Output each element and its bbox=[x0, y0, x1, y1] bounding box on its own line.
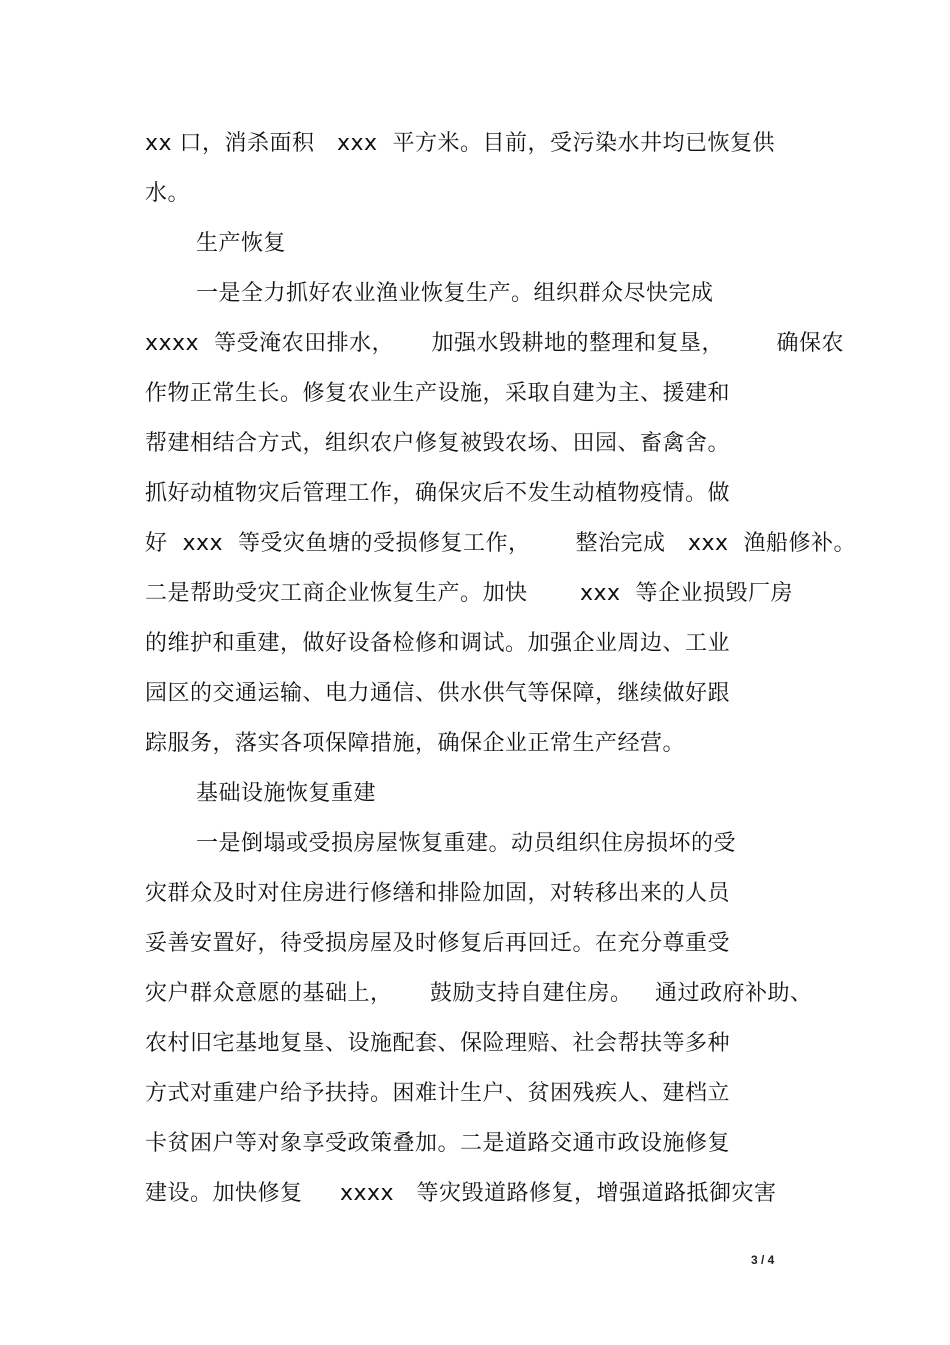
body-line: 好 xxx 等受灾鱼塘的受损修复工作， 整治完成 xxx 渔船修补。 bbox=[145, 531, 857, 556]
section-heading-infrastructure: 基础设施恢复重建 bbox=[196, 781, 377, 806]
body-line: 二是帮助受灾工商企业恢复生产。加快 xxx 等企业损毁厂房 bbox=[145, 581, 793, 606]
body-line: 的维护和重建，做好设备检修和调试。加强企业周边、工业 bbox=[145, 631, 731, 656]
section-heading-production-recovery: 生产恢复 bbox=[196, 231, 287, 256]
body-line: 灾户群众意愿的基础上， 鼓励支持自建住房。 通过政府补助、 bbox=[145, 981, 813, 1006]
body-line: 抓好动植物灾后管理工作，确保灾后不发生动植物疫情。做 bbox=[145, 481, 731, 506]
page-number: 3 / 4 bbox=[751, 1253, 775, 1267]
body-line: 卡贫困户等对象享受政策叠加。二是道路交通市政设施修复 bbox=[145, 1131, 731, 1156]
body-line: xx 口，消杀面积 xxx 平方米。目前，受污染水井均已恢复供 bbox=[145, 131, 776, 156]
body-line: 水。 bbox=[145, 181, 191, 206]
body-line: 园区的交通运输、电力通信、供水供气等保障，继续做好跟 bbox=[145, 681, 731, 706]
body-line: xxxx 等受淹农田排水， 加强水毁耕地的整理和复垦， 确保农 bbox=[145, 331, 844, 356]
body-line: 建设。加快修复 xxxx 等灾毁道路修复，增强道路抵御灾害 bbox=[145, 1181, 777, 1206]
body-line: 帮建相结合方式，组织农户修复被毁农场、田园、畜禽舍。 bbox=[145, 431, 731, 456]
body-line: 踪服务，落实各项保障措施，确保企业正常生产经营。 bbox=[145, 731, 686, 756]
paragraph-first-line: 一是倒塌或受损房屋恢复重建。动员组织住房损坏的受 bbox=[196, 831, 737, 856]
body-line: 作物正常生长。修复农业生产设施，采取自建为主、援建和 bbox=[145, 381, 731, 406]
body-line: 方式对重建户给予扶持。困难计生户、贫困残疾人、建档立 bbox=[145, 1081, 731, 1106]
body-line: 农村旧宅基地复垦、设施配套、保险理赔、社会帮扶等多种 bbox=[145, 1031, 731, 1056]
paragraph-first-line: 一是全力抓好农业渔业恢复生产。组织群众尽快完成 bbox=[196, 281, 714, 306]
body-line: 妥善安置好，待受损房屋及时修复后再回迁。在充分尊重受 bbox=[145, 931, 731, 956]
body-line: 灾群众及时对住房进行修缮和排险加固，对转移出来的人员 bbox=[145, 881, 731, 906]
